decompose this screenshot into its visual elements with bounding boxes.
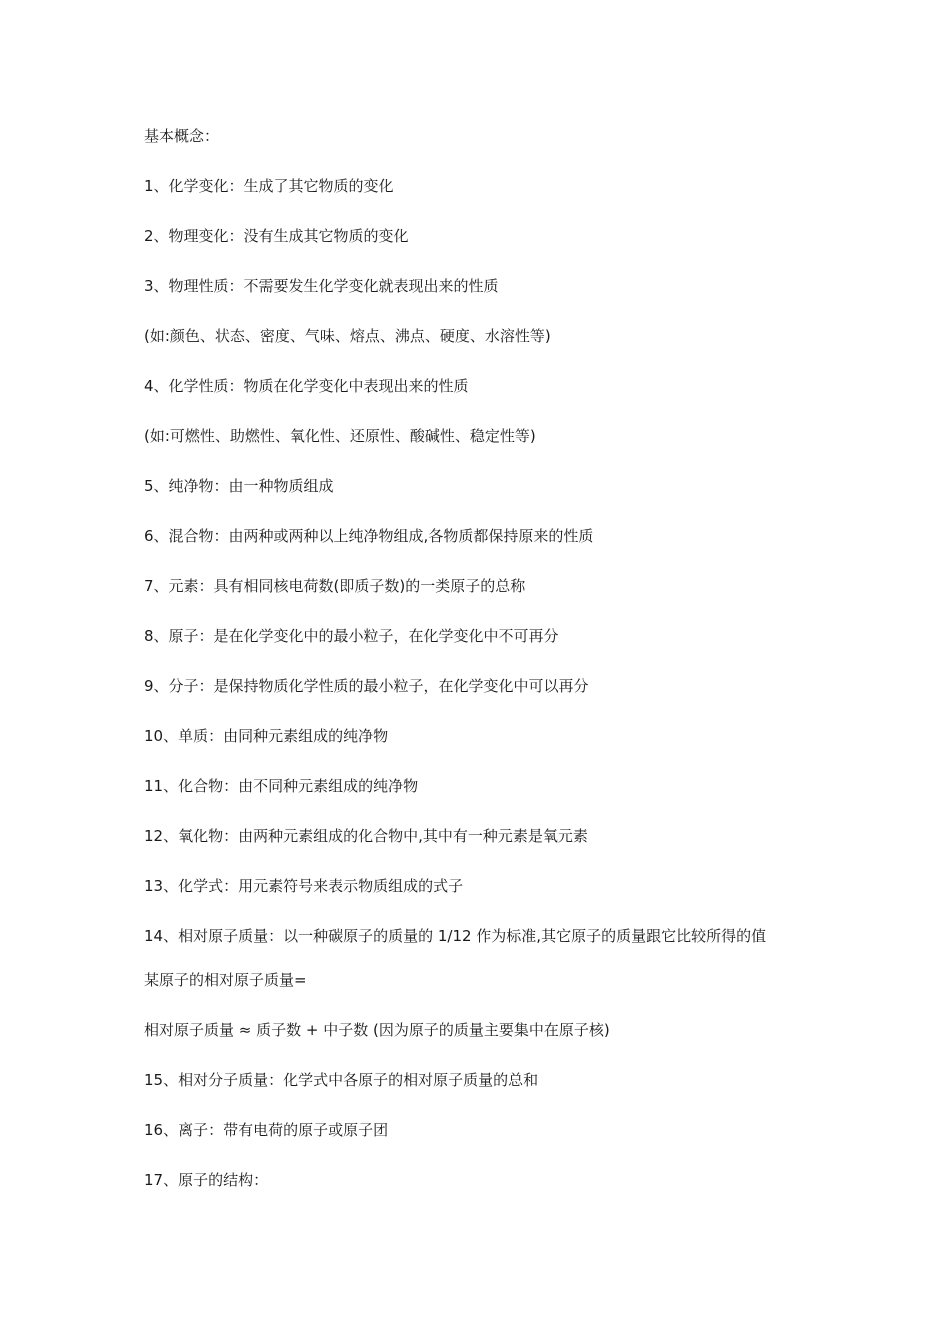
definition-line: 16、离子：带有电荷的原子或原子团: [144, 1121, 389, 1139]
definition-line: 7、元素：具有相同核电荷数(即质子数)的一类原子的总称: [144, 577, 526, 595]
definition-line: 5、纯净物：由一种物质组成: [144, 477, 334, 495]
definition-line: 17、原子的结构：: [144, 1171, 269, 1189]
definition-line: 9、分子：是保持物质化学性质的最小粒子，在化学变化中可以再分: [144, 677, 589, 695]
definition-line: 1、化学变化：生成了其它物质的变化: [144, 177, 394, 195]
formula-line: 相对原子质量 ≈ 质子数 + 中子数 (因为原子的质量主要集中在原子核): [144, 1021, 610, 1039]
definition-line: 10、单质：由同种元素组成的纯净物: [144, 727, 389, 745]
definition-line: 4、化学性质：物质在化学变化中表现出来的性质: [144, 377, 469, 395]
formula-line: 某原子的相对原子质量=: [144, 971, 307, 989]
definition-line: 12、氧化物：由两种元素组成的化合物中,其中有一种元素是氧元素: [144, 827, 588, 845]
example-line: (如:颜色、状态、密度、气味、熔点、沸点、硬度、水溶性等): [144, 327, 551, 345]
definition-line: 14、相对原子质量：以一种碳原子的质量的 1/12 作为标准,其它原子的质量跟它比较所得的值: [144, 927, 767, 945]
example-line: (如:可燃性、助燃性、氧化性、还原性、酸碱性、稳定性等): [144, 427, 536, 445]
definition-line: 11、化合物：由不同种元素组成的纯净物: [144, 777, 419, 795]
definition-line: 2、物理变化：没有生成其它物质的变化: [144, 227, 409, 245]
definition-line: 13、化学式：用元素符号来表示物质组成的式子: [144, 877, 464, 895]
document-body: [144, 124, 824, 1218]
definition-line: 15、相对分子质量：化学式中各原子的相对原子质量的总和: [144, 1071, 539, 1089]
document-heading: 基本概念：: [144, 127, 220, 145]
definition-line: 3、物理性质：不需要发生化学变化就表现出来的性质: [144, 277, 499, 295]
definition-line: 8、原子：是在化学变化中的最小粒子，在化学变化中不可再分: [144, 627, 559, 645]
definition-line: 6、混合物：由两种或两种以上纯净物组成,各物质都保持原来的性质: [144, 527, 594, 545]
